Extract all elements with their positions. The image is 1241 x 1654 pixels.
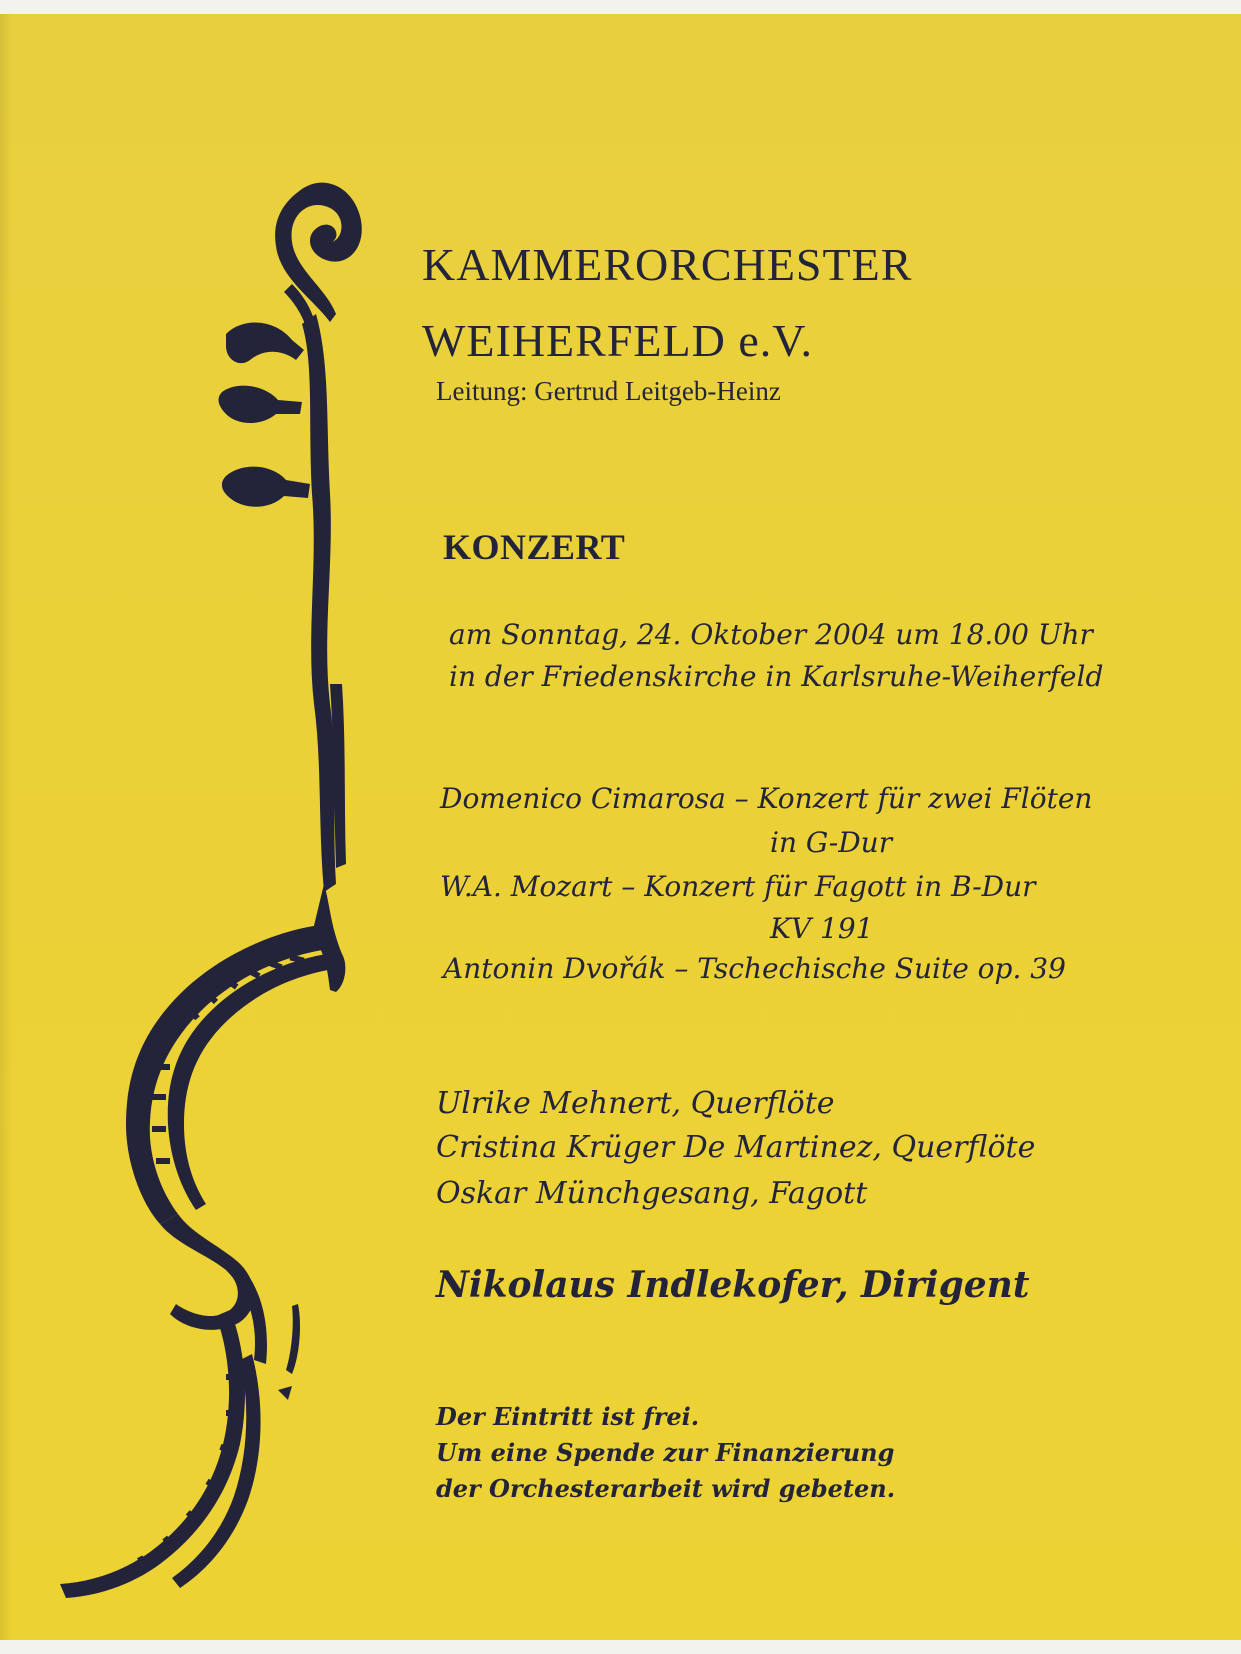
concert-poster [0,14,1241,1640]
soloist-krueger: Cristina Krüger De Martinez, Querflöte [436,1130,1036,1165]
program-item-cimarosa-key: in G-Dur [770,826,893,859]
donation-note-line2: der Orchesterarbeit wird gebeten. [436,1474,896,1503]
program-item-mozart-kv: KV 191 [770,912,874,945]
paper-edge-shadow [0,14,12,1640]
event-place: in der Friedenskirche in Karlsruhe-Weiherfeld [449,660,1104,693]
soloist-mehnert: Ulrike Mehnert, Querflöte [436,1086,835,1121]
event-heading: KONZERT [443,527,626,567]
program-item-mozart: W.A. Mozart – Konzert für Fagott in B-Dur [440,870,1036,903]
program-item-cimarosa: Domenico Cimarosa – Konzert für zwei Flöten [440,782,1093,815]
orchestra-name-line1: KAMMERORCHESTER [422,239,913,290]
conductor-line: Nikolaus Indlekofer, Dirigent [436,1264,1030,1306]
donation-note-line1: Um eine Spende zur Finanzierung [436,1438,895,1467]
leitung-line: Leitung: Gertrud Leitgeb-Heinz [436,376,781,406]
program-item-dvorak: Antonin Dvořák – Tschechische Suite op. 39 [443,952,1066,985]
event-date: am Sonntag, 24. Oktober 2004 um 18.00 Uhr [449,618,1093,651]
cello-woodcut-illustration [30,164,410,1604]
admission-note: Der Eintritt ist frei. [436,1402,700,1431]
orchestra-name-line2: WEIHERFELD e.V. [422,315,814,366]
soloist-muenchgesang: Oskar Münchgesang, Fagott [436,1176,868,1211]
